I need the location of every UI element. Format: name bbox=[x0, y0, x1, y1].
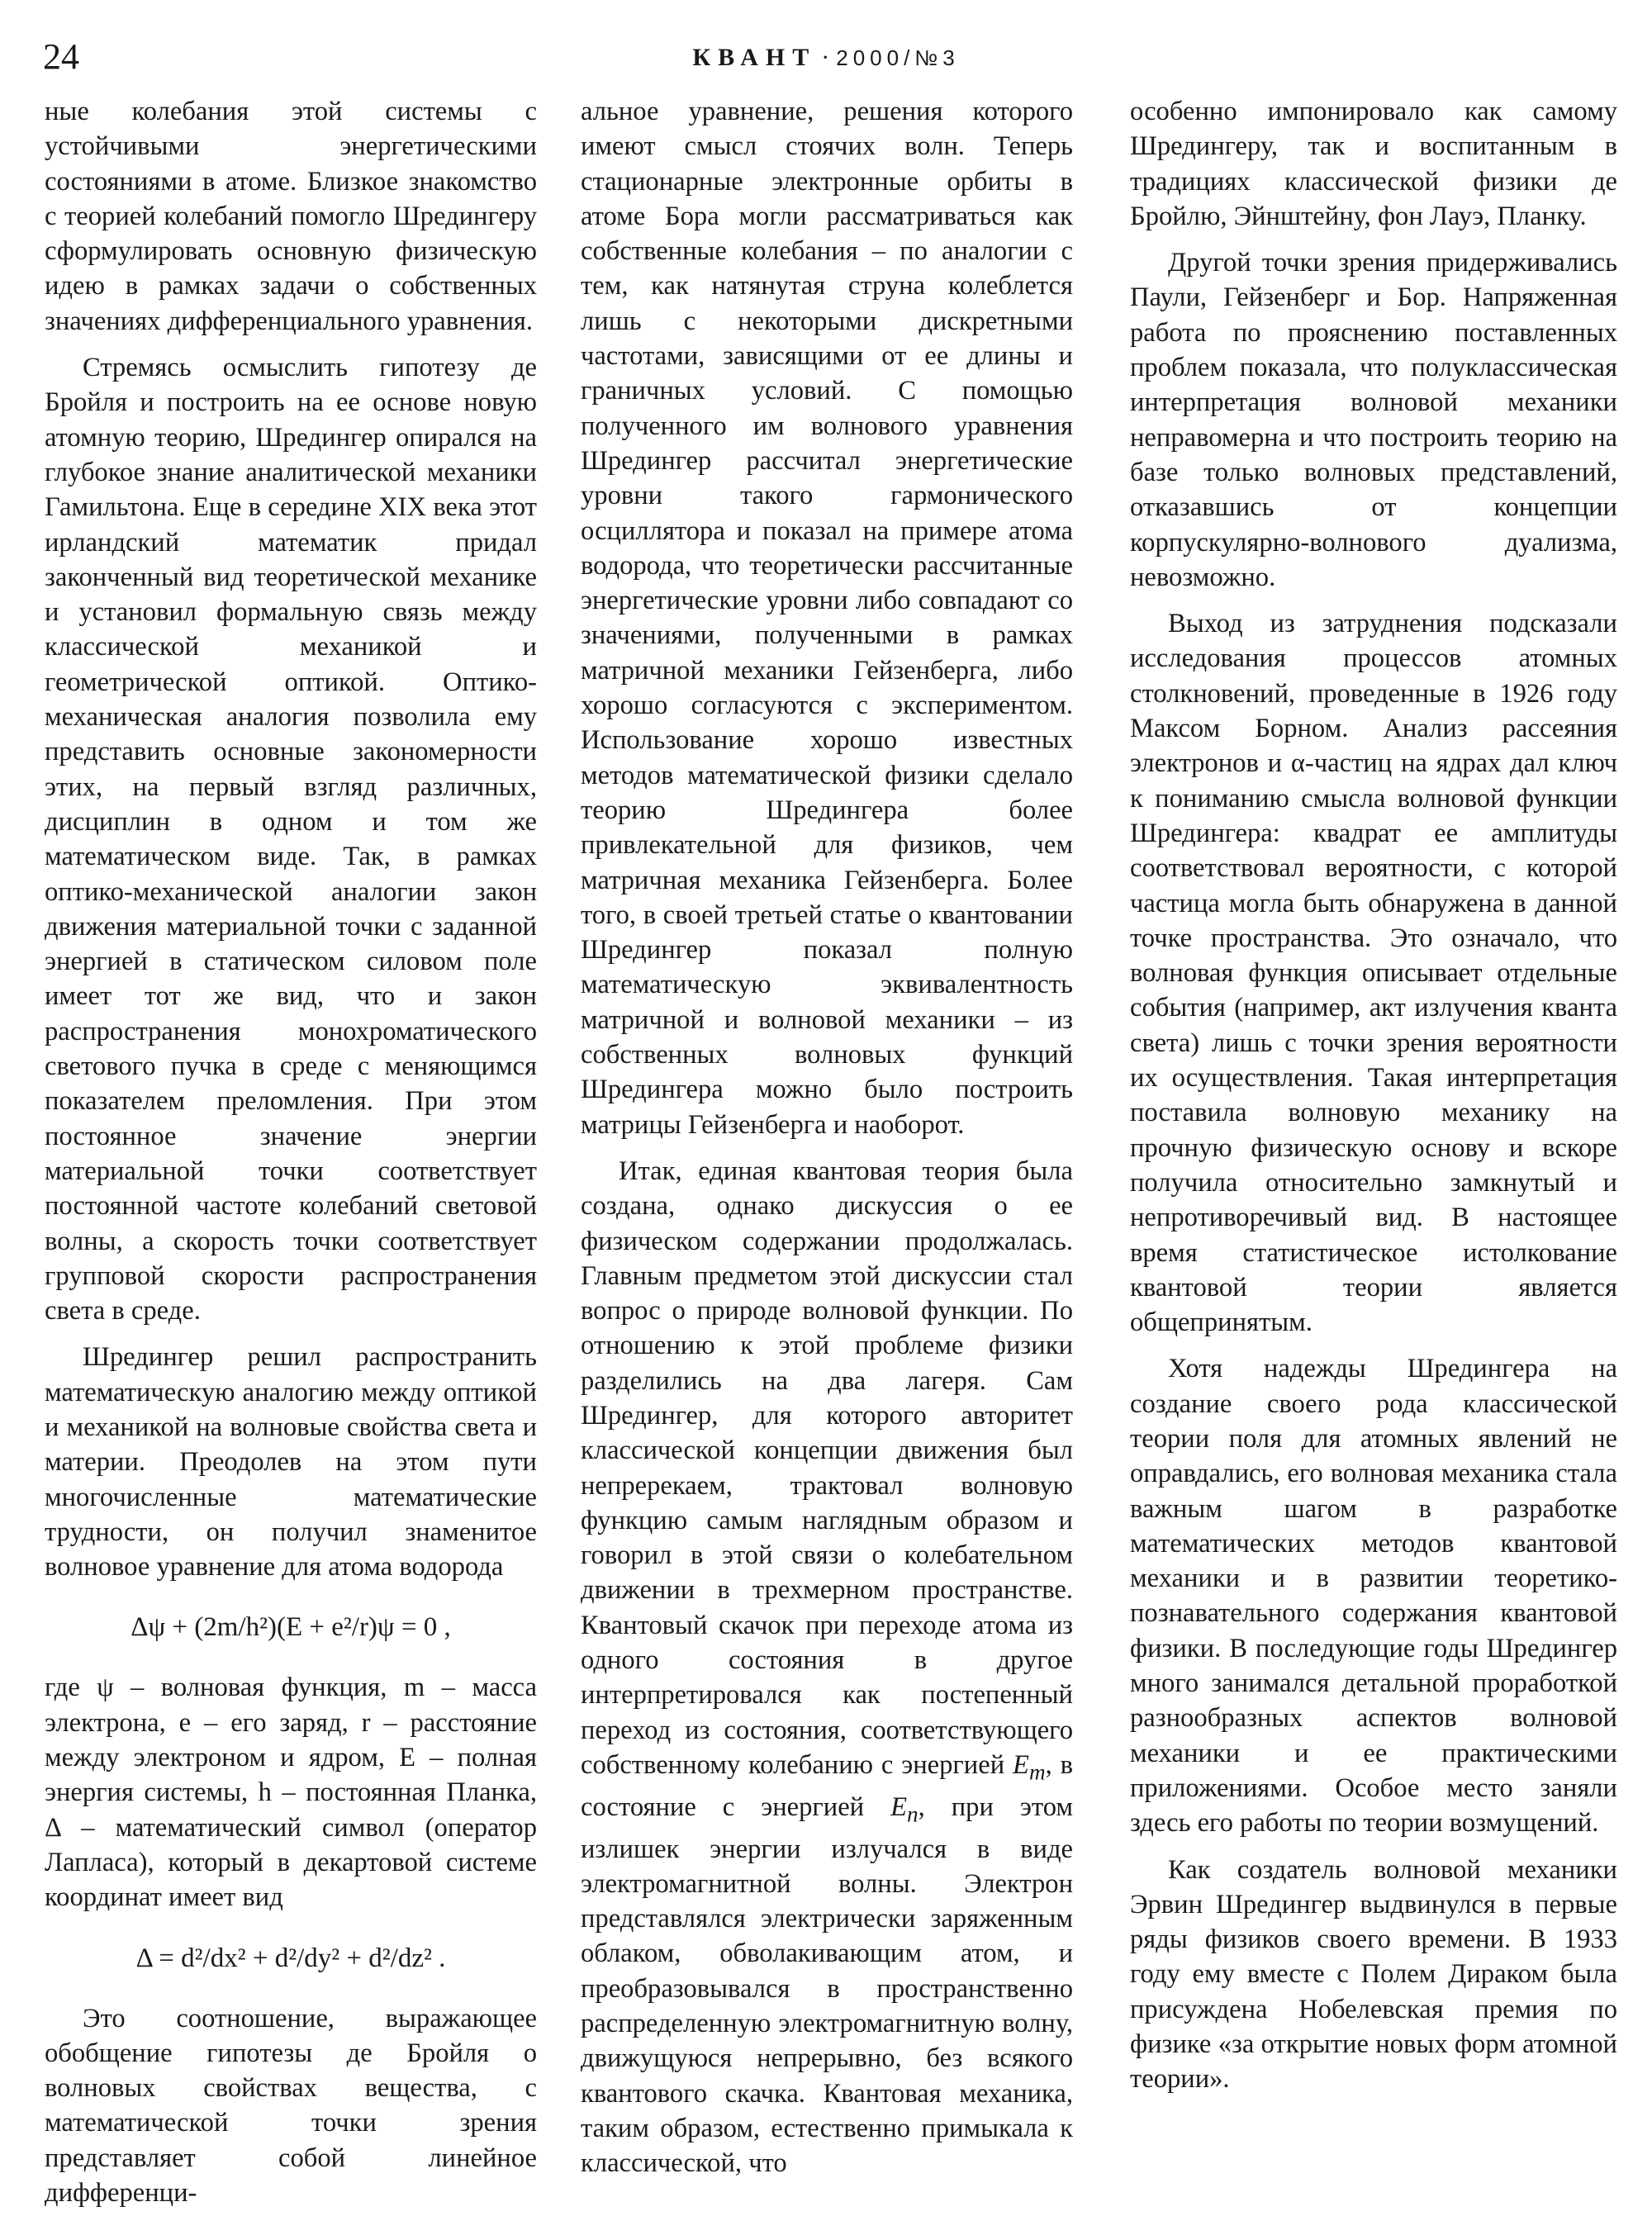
paragraph: особенно импонировало как самому Шредингеру, так и воспитанным в традициях классической физики де Бройлю, Эйнштейну, фон Лауэ, Планку. bbox=[1130, 97, 1617, 231]
paragraph bbox=[581, 1154, 1073, 2181]
subscript-m: m bbox=[1028, 1759, 1046, 1785]
text-column-1 bbox=[45, 94, 537, 2209]
paragraph: Хотя надежды Шредингера на создание своего рода классической теории поля для атомных явлений не оправдались, его волновая механика стала важным шагом в разработке математических методов квантовой механики и в развитии теоретико-познавательного содержания квантовой физики. В последующие годы Шредингер много занимался детальной проработкой разнообразных аспектов волновой механики и ее практическими приложениями. Особое место заняли здесь его работы по теории возмущений. bbox=[1130, 1354, 1617, 1839]
page-number: 24 bbox=[43, 36, 79, 77]
paragraph: где ψ – волновая функция, m – масса электрона, e – его заряд, r – расстояние между электроном и ядром, E – полная энергия системы, h – постоянная Планка, Δ – математический символ (оператор Лапласа), который в декартовой системе координат имеет вид bbox=[45, 1673, 537, 1913]
paragraph-text: Итак, единая квантовая теория была создана, однако дискуссия о ее физическом содержании продолжалась. Главным предметом этой дискуссии стал вопрос о природе волновой функции. По отношению к этой проблеме физики разделились на два лагеря. Сам Шредингер, для которого авторитет классической концепции движения был непререкаем, трактовал волновую функцию самым наглядным образом и говорил в этой связи о колебательном движении в трехмерном пространстве. Квантовый скачок при переходе атома из одного состояния в другое интерпретировался как постепенный переход из состояния, соответствующего собственному колебанию с энергией bbox=[581, 1155, 1073, 1780]
paragraph-text: , при этом излишек энергии излучался в виде электромагнитной волны. Электрон представлялся электрически заряженным облаком, обволакивающим атом, и преобразовывался в пространственно распределенную электромагнитную волну, движущуюся непрерывно, без всякого квантового скачка. Квантовая механика, таким образом, естественно примыкала к классической, что bbox=[581, 1791, 1073, 2179]
issue-number: 2000/№3 bbox=[836, 45, 960, 70]
text-column-2 bbox=[581, 94, 1073, 2192]
paragraph: альное уравнение, решения которого имеют смысл стоячих волн. Теперь стационарные электронные орбиты в атоме Бора могли рассматриваться как собственные колебания – по аналогии с тем, как натянутая струна колеблется лишь с некоторыми дискретными частотами, зависящими от ее длины и граничных условий. С помощью полученного им волнового уравнения Шредингер рассчитал энергетические уровни такого гармонического осциллятора и показал на примере атома водорода, что теоретически рассчитанные энергетические уровни либо совпадают со значениями, полученными в рамках матричной механики Гейзенберга, либо хорошо согласуются с экспериментом. Использование хорошо известных методов математической физики сделало теорию Шредингера более привлекательной для физиков, чем матричная механика Гейзенберга. Более того, в своей третьей статье о квантовании Шредингер показал полную математическую эквивалентность матричной и волновой механики – из собственных волновых функций Шредингера можно было построить матрицы Гейзенберга и наоборот. bbox=[581, 97, 1073, 1140]
paragraph: Другой точки зрения придерживались Паули, Гейзенберг и Бор. Напряженная работа по прояснению поставленных проблем показала, что полуклассическая интерпретация волновой механики неправомерна и что построить теорию на базе только волновых представлений, отказавшись от концепции корпускулярно-волнового дуализма, невозможно. bbox=[1130, 248, 1617, 592]
journal-name: КВАНТ bbox=[692, 44, 817, 71]
paragraph: Это соотношение, выражающее обобщение гипотезы де Бройля о волновых свойствах вещества, с математической точки зрения представляет собой линейное дифференци- bbox=[45, 2003, 537, 2209]
schrodinger-equation: Δψ + (2m/h²)(E + e²/r)ψ = 0 , bbox=[131, 1612, 451, 1643]
title-separator: · bbox=[821, 44, 832, 71]
paragraph-text: , в состояние с энергией bbox=[581, 1749, 1073, 1822]
paragraph: Шредингер решил распространить математическую аналогию между оптикой и механикой на волновые свойства света и материи. Преодолев на этом пути многочисленные математические трудности, он получил знаменитое волновое уравнение для атома водорода bbox=[45, 1342, 537, 1583]
laplace-operator: Δ = d²/dx² + d²/dy² + d²/dz² . bbox=[135, 1943, 446, 1973]
paragraph: Как создатель волновой механики Эрвин Шредингер выдвинулся в первые ряды физиков своего времени. В 1933 году ему вместе с Полем Дираком была присуждена Нобелевская премия по физике «за открытие новых форм атомной теории». bbox=[1130, 1854, 1617, 2095]
running-title bbox=[0, 43, 1652, 73]
text-column-3 bbox=[1130, 94, 1617, 2192]
energy-symbol: E bbox=[890, 1791, 908, 1822]
energy-symbol: E bbox=[1013, 1749, 1029, 1780]
paragraph: Стремясь осмыслить гипотезу де Бройля и построить на ее основе новую атомную теорию, Шредингер опирался на глубокое знание аналитической механики Гамильтона. Еще в середине XIX века этот ирландский математик придал законченный вид теоретической механике и установил формальную связь между классической механикой и геометрической оптикой. Оптико-механическая аналогия позволила ему представить основные закономерности этих, на первый взгляд различных, дисциплин в одном и том же математическом виде. Так, в рамках оптико-механической аналогии закон движения материальной точки с заданной энергией в статическом силовом поле имеет тот же вид, что и закон распространения монохроматического светового пучка в среде с меняющимся показателем преломления. При этом постоянное значение энергии материальной точки соответствует постоянной частоте колебаний световой волны, а скорость точки соответствует групповой скорости распространения света в среде. bbox=[45, 353, 537, 1326]
page-header bbox=[0, 0, 1652, 91]
paragraph: ные колебания этой системы с устойчивыми энергетическими состояниями в атоме. Близкое знакомство с теорией колебаний помогло Шредингеру сформулировать основную физическую идею в рамках задачи о собственных значениях дифференциального уравнения. bbox=[45, 97, 537, 336]
paragraph: Выход из затруднения подсказали исследования процессов атомных столкновений, проведенные в 1926 году Максом Борном. Анализ рассеяния электронов и α-частиц на ядрах дал ключ к пониманию смысла волновой функции Шредингера: квадрат ее амплитуды соответствовал вероятности, с которой частица могла быть обнаружена в данной точке пространства. Это означало, что волновая функция описывает отдельные события (например, акт излучения кванта света) лишь с точки зрения вероятности их осуществления. Такая интерпретация поставила волновую механику на прочную физическую основу и вскоре получила относительно замкнутый и непротиворечивый вид. В настоящее время статистическое истолкование квантовой теории является общепринятым. bbox=[1130, 609, 1617, 1338]
subscript-n: n bbox=[907, 1801, 919, 1827]
